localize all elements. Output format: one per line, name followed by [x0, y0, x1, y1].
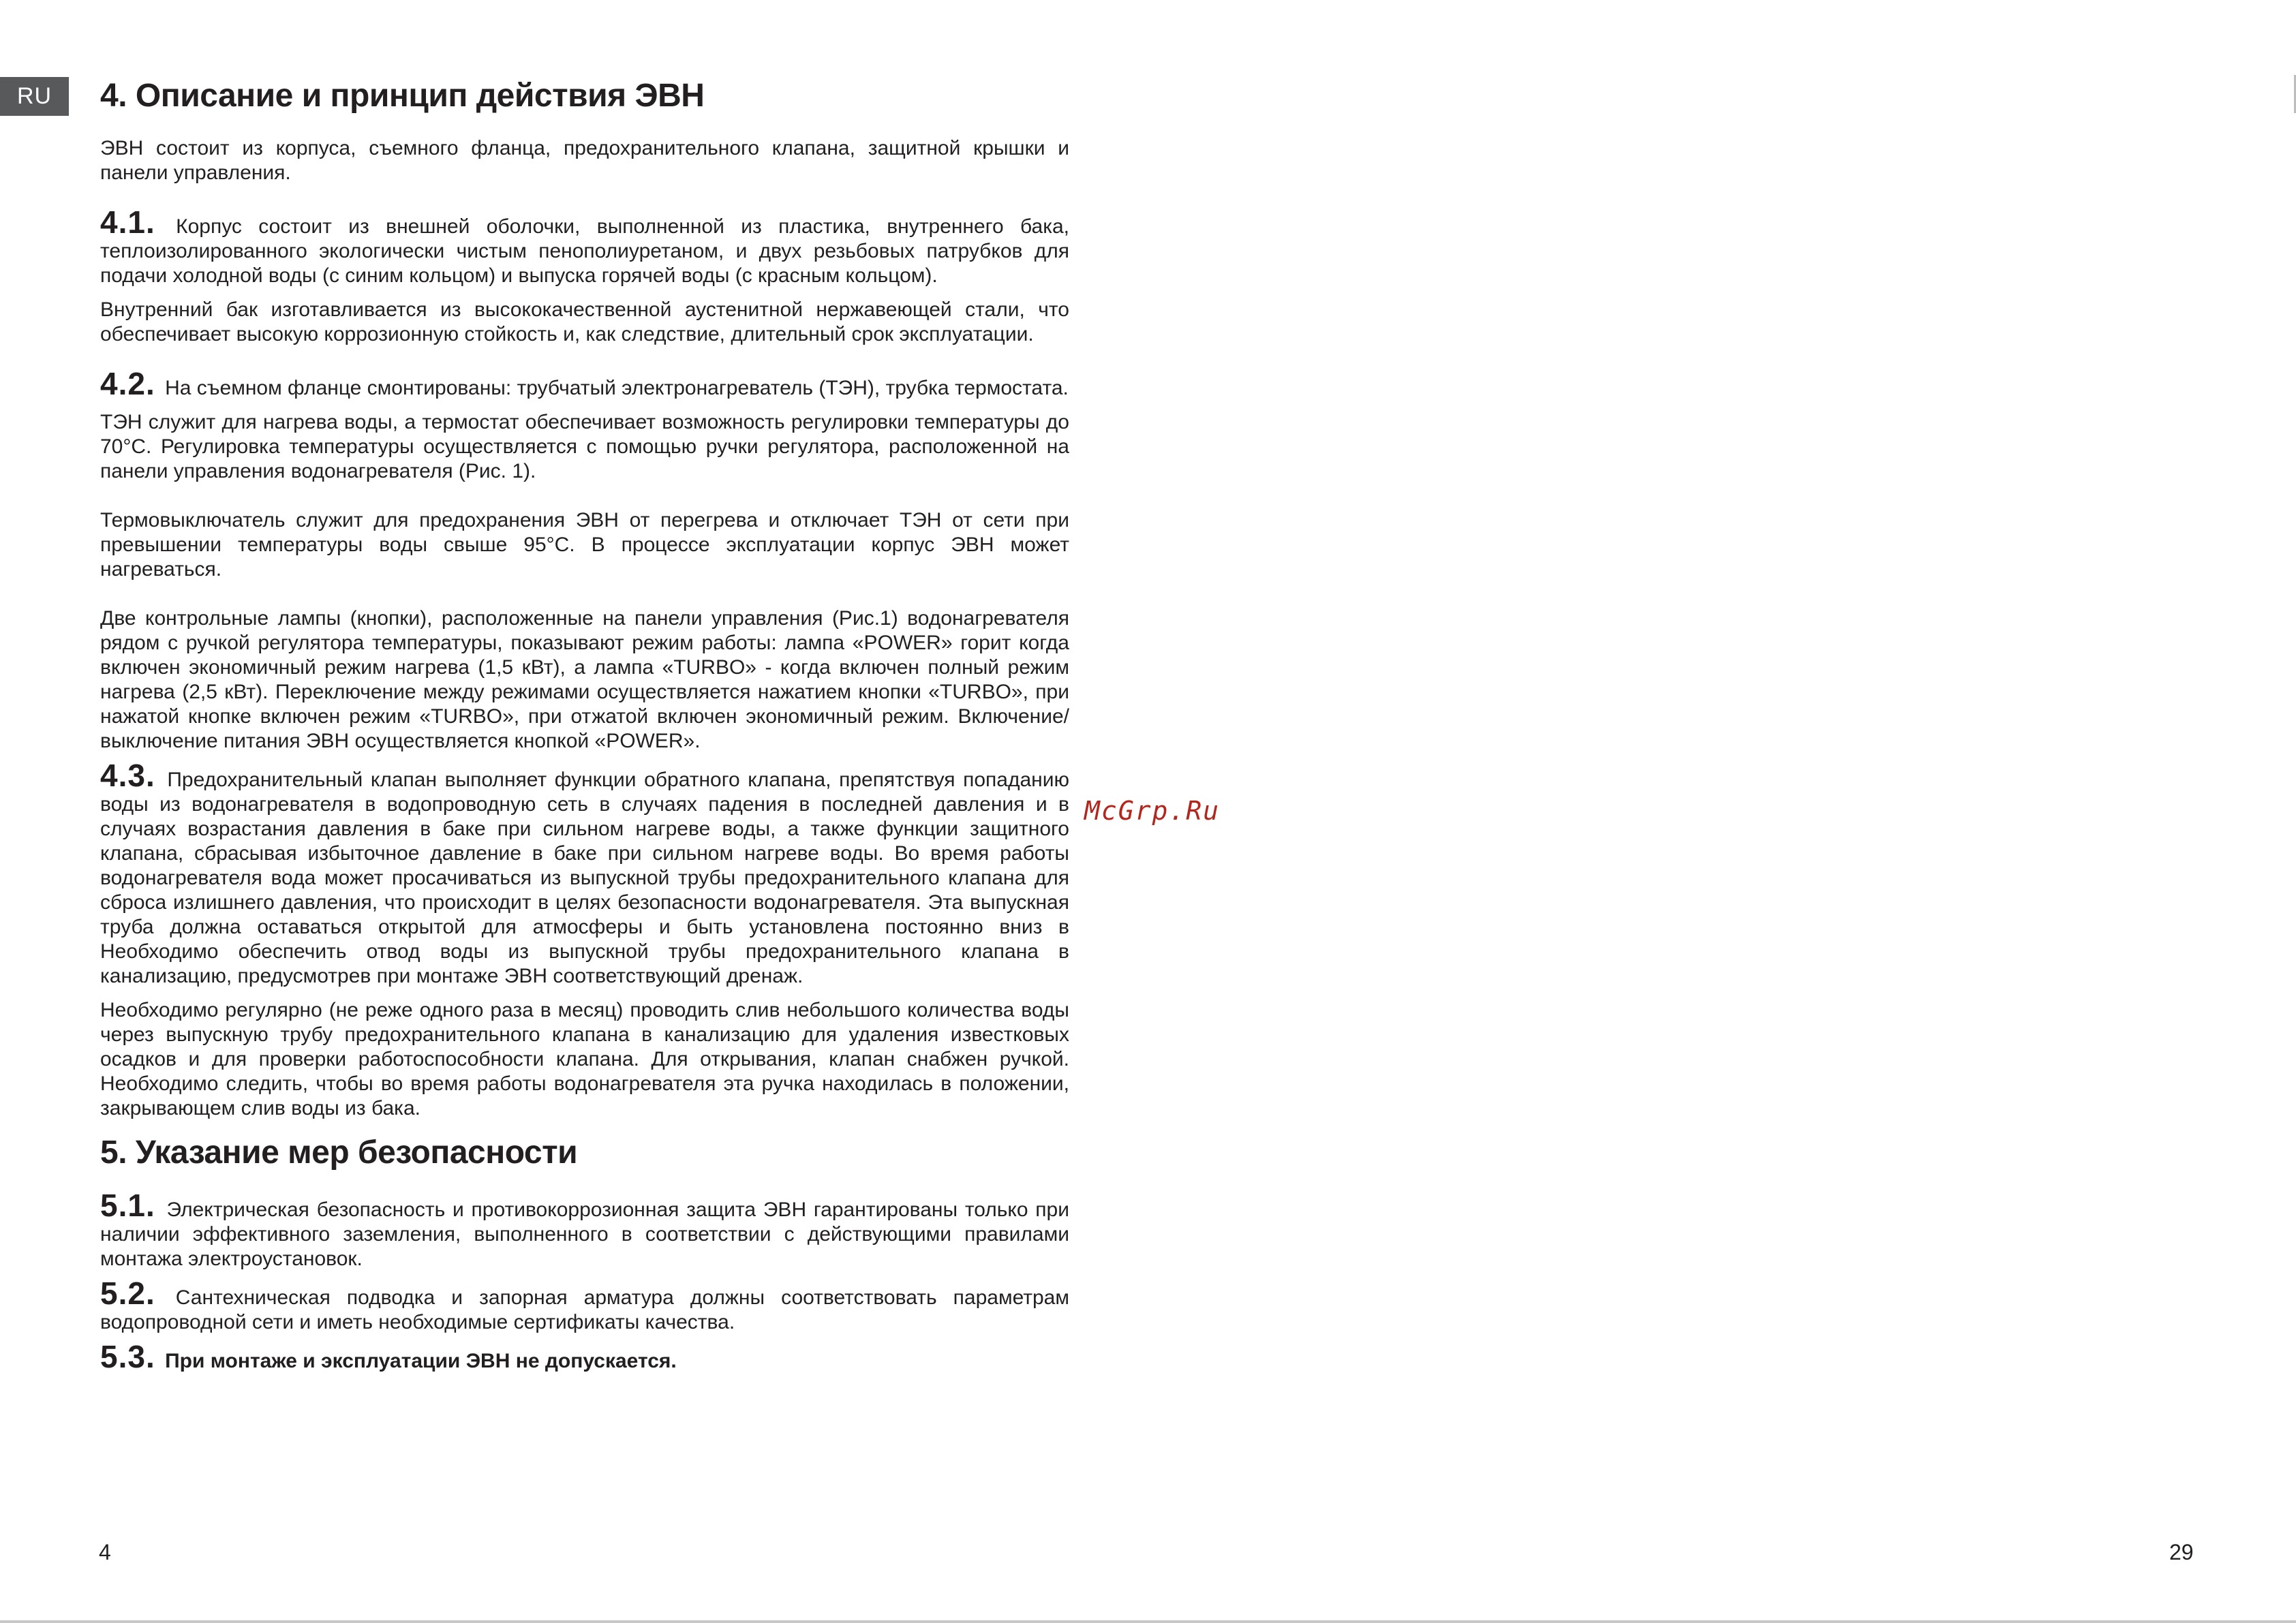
subsection-5-2 [100, 1276, 1069, 1335]
subsection-4-3-text: Предохранительный клапан выполняет функции обратного клапана, препятствуя попаданию воды из водонагревателя в водопроводную сеть в случаях падения в последней давления и в случаях возрастания давления в баке при сильном нагреве воды, а также функции защитного клапана, сбрасывая избыточное давление в баке при сильном нагреве воды. Во время работы водонагревателя вода может просачиваться из выпускной трубы предохранительного клапана для сброса излишнего давления, что происходит в целях безопасности водонагревателя. Эта выпускная труба должна оставаться открытой для атмосферы и быть установлена постоянно вниз в Необходимо обеспечить отвод воды из выпускной трубы предохранительного клапана в канализацию, предусмотрев при монтаже ЭВН соответствующий дренаж. [100, 769, 1069, 987]
subsection-4-1-text: Корпус состоит из внешней оболочки, выполненной из пластика, внутреннего бака, теплоизолированного экологически чистым пенополиуретаном, и двух резьбовых патрубков для подачи холодной воды (с синим кольцом) и выпуска горячей воды (с красным кольцом). [100, 215, 1070, 287]
subsection-5-1 [100, 1188, 1069, 1271]
section-4-title: 4. Описание и принцип действия ЭВН [100, 78, 705, 114]
subsection-4-2-paragraph-4: Две контрольные лампы (кнопки), расположенные на панели управления (Рис.1) водонагревателя рядом с ручкой регулятора температуры, показывают режим работы: лампа «POWER» горит когда включен экономичный режим нагрева (1,5 кВт), а лампа «TURBO» - когда включен полный режим нагрева (2,5 кВт). Переключение между режимами осуществляется нажатием кнопки «TURBO», при нажатой кнопке включен режим «TURBO», при отжатой включен экономичный режим. Включение/выключение питания ЭВН осуществляется кнопкой «POWER». [100, 607, 1069, 752]
bottom-divider [0, 1620, 2296, 1623]
subsection-4-2 [100, 366, 1069, 401]
page-number-left: 4 [99, 1540, 111, 1564]
subsection-5-3-number: 5.3. [100, 1339, 155, 1374]
subsection-4-1 [100, 204, 1070, 288]
subsection-5-2-number: 5.2. [100, 1276, 155, 1311]
section-5-title: 5. Указание мер безопасности [100, 1134, 578, 1171]
text-column [100, 74, 1069, 1383]
subsection-4-3-number: 4.3. [100, 758, 155, 793]
subsection-5-1-number: 5.1. [100, 1188, 155, 1223]
subsection-4-1-number: 4.1. [100, 204, 155, 240]
subsection-5-1-text: Электрическая безопасность и противокоррозионная защита ЭВН гарантированы только при наличии эффективного заземления, выполненного в соответствии с действующими правилами монтажа электроустановок. [100, 1199, 1069, 1270]
watermark: McGrp.Ru [1084, 796, 1221, 826]
language-tab: RU [0, 77, 69, 116]
subsection-5-3-text: При монтаже и эксплуатации ЭВН не допускается. [165, 1350, 677, 1372]
subsection-5-3 [100, 1339, 1069, 1374]
subsection-4-2-text: На съемном фланце смонтированы: трубчатый электронагреватель (ТЭН), трубка термостата. [165, 377, 1069, 399]
subsection-4-3 [100, 758, 1069, 989]
subsection-4-2-paragraph-2: ТЭН служит для нагрева воды, а термостат обеспечивает возможность регулировки температуры до 70°С. Регулировка температуры осуществляется с помощью ручки регулятора, расположенной на панели управления водонагревателя (Рис. 1). [100, 411, 1069, 482]
subsection-4-3-paragraph-2: Необходимо регулярно (не реже одного раза в месяц) проводить слив небольшого количества воды через выпускную трубу предохранительного клапана в канализацию для удаления известковых осадков и для проверки работоспособности клапана. Для открывания, клапан снабжен ручкой. Необходимо следить, чтобы во время работы водонагревателя эта ручка находилась в положении, закрывающем слив воды из бака. [100, 999, 1069, 1119]
subsection-4-2-paragraph-3: Термовыключатель служит для предохранения ЭВН от перегрева и отключает ТЭН от сети при превышении температуры воды свыше 95°С. В процессе эксплуатации корпус ЭВН может нагреваться. [100, 509, 1069, 581]
section-4-intro: ЭВН состоит из корпуса, съемного фланца, предохранительного клапана, защитной крышки и панели управления. [100, 137, 1069, 184]
subsection-4-1-paragraph-2: Внутренний бак изготавливается из высококачественной аустенитной нержавеющей стали, что обеспечивает высокую коррозионную стойкость и, как следствие, длительный срок эксплуатации. [100, 298, 1069, 345]
subsection-5-2-text: Сантехническая подводка и запорная арматура должны соответствовать параметрам водопроводной сети и иметь необходимые сертификаты качества. [100, 1286, 1069, 1333]
subsection-4-2-number: 4.2. [100, 366, 155, 401]
page-number-right: 29 [2169, 1540, 2194, 1564]
